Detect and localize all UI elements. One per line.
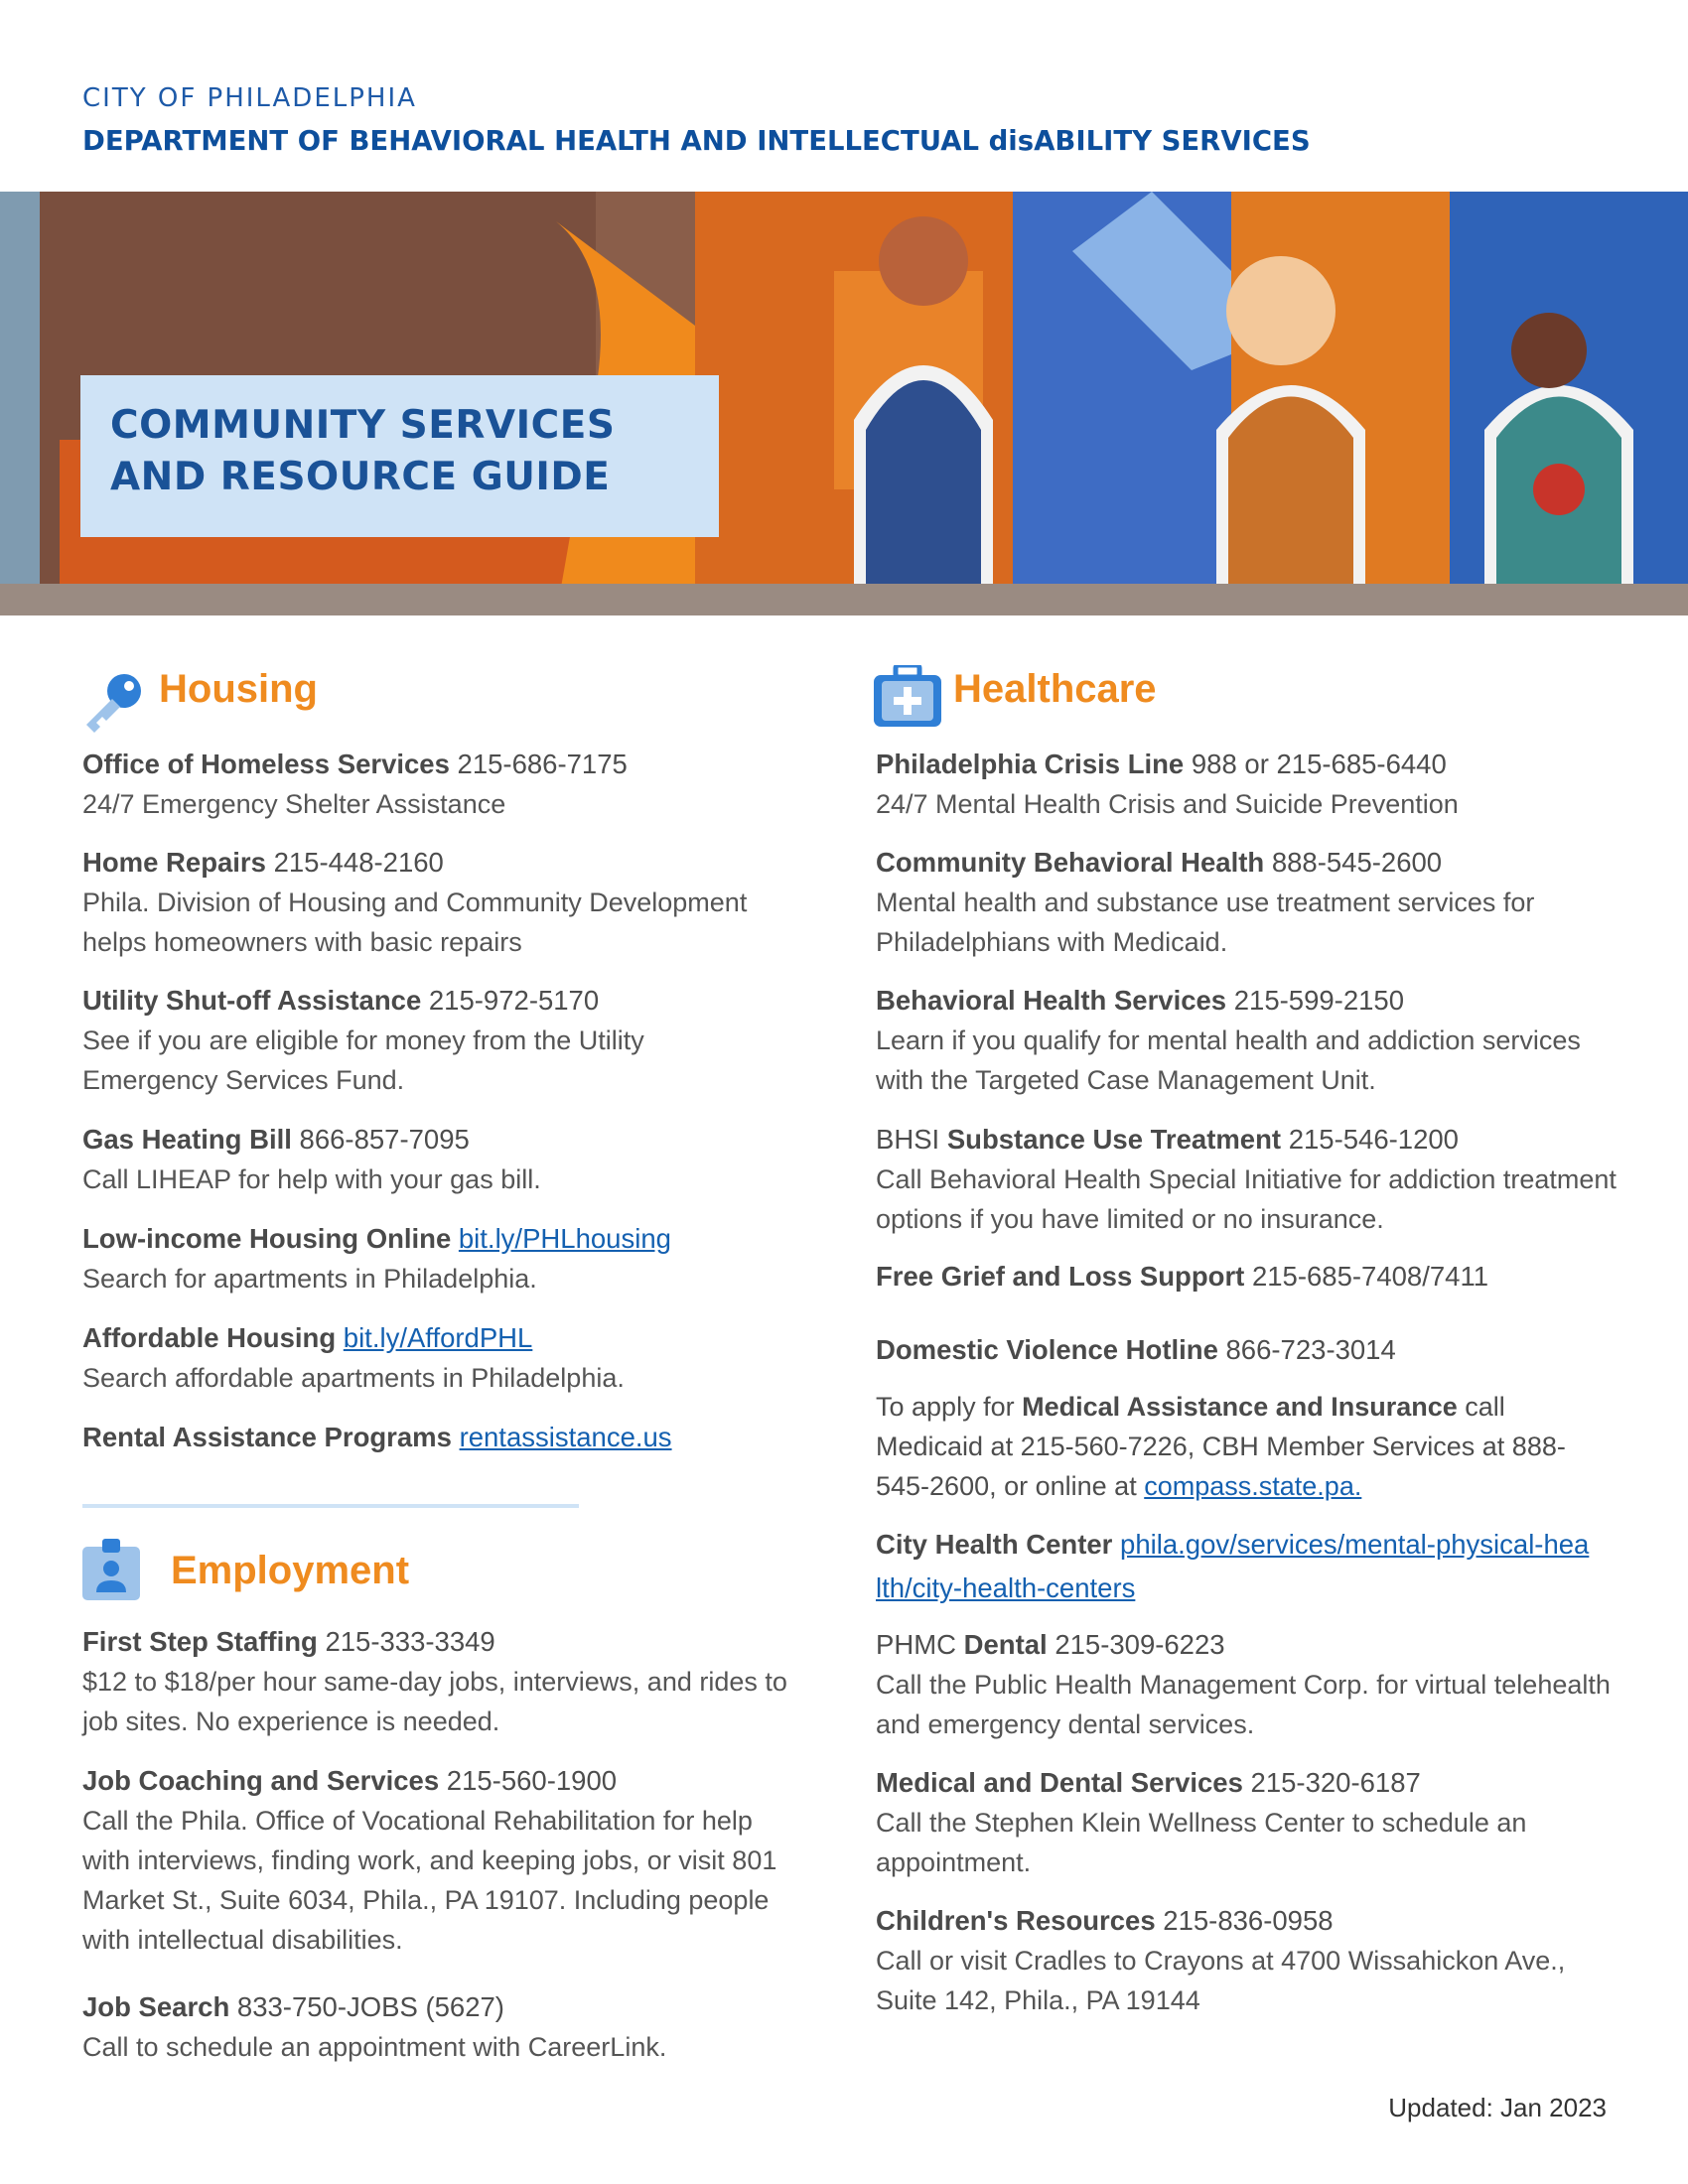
housing-link[interactable]: bit.ly/PHLhousing [458, 1223, 671, 1254]
entry-name: Utility Shut-off Assistance [82, 985, 422, 1016]
department-name: DEPARTMENT OF BEHAVIORAL HEALTH AND INTELLECTUAL disABILITY SERVICES [82, 125, 1311, 157]
entry-description: Call Behavioral Health Special Initiative for addiction treatment options if you have limited or no insurance. [876, 1164, 1617, 1234]
entry-phone: 215-309-6223 [1055, 1629, 1225, 1660]
entry-description: 24/7 Emergency Shelter Assistance [82, 789, 506, 819]
healthcare-entry-bhsi [876, 1120, 1630, 1239]
healthcare-entry-domestic-violence [876, 1330, 1630, 1370]
entry-description: Call the Public Health Management Corp. for virtual telehealth and emergency dental services. [876, 1670, 1611, 1739]
healthcare-entry-childrens-resources [876, 1901, 1611, 2020]
housing-entry-affordable-housing [82, 1318, 837, 1398]
entry-name: Substance Use Treatment [946, 1124, 1282, 1155]
housing-link[interactable]: rentassistance.us [459, 1422, 672, 1452]
housing-entry-low-income-housing [82, 1219, 837, 1298]
entry-name: Job Search [82, 1991, 230, 2022]
healthcare-entry-medical-dental [876, 1763, 1611, 1882]
entry-description: Phila. Division of Housing and Community Development helps homeowners with basic repairs [82, 887, 748, 957]
employment-entry-first-step [82, 1622, 797, 1741]
key-icon [82, 671, 146, 739]
entry-name: Behavioral Health Services [876, 985, 1227, 1016]
id-badge-icon [82, 1539, 140, 1604]
entry-pre-text: To apply for [876, 1392, 1015, 1422]
guide-title-line-2: AND RESOURCE GUIDE [110, 455, 611, 499]
entry-description: $12 to $18/per hour same-day jobs, interviews, and rides to job sites. No experience is needed. [82, 1667, 787, 1736]
entry-name: Affordable Housing [82, 1322, 337, 1353]
entry-description: Call to schedule an appointment with CareerLink. [82, 2032, 667, 2062]
entry-phone: 866-857-7095 [299, 1124, 470, 1155]
housing-entry-rental-assistance [82, 1418, 857, 1457]
entry-description: Call LIHEAP for help with your gas bill. [82, 1164, 541, 1194]
entry-prefix: BHSI [876, 1124, 940, 1155]
entry-description: Search for apartments in Philadelphia. [82, 1264, 537, 1294]
healthcare-section-title: Healthcare [953, 667, 1157, 711]
guide-title-box [80, 375, 719, 537]
entry-phone: 215-448-2160 [273, 847, 444, 878]
healthcare-entry-behavioral-health [876, 981, 1611, 1100]
entry-description: Mental health and substance use treatment services for Philadelphians with Medicaid. [876, 887, 1535, 957]
entry-phone: 215-320-6187 [1250, 1767, 1421, 1798]
mural-banner-image [0, 192, 1688, 615]
entry-description: Call the Stephen Klein Wellness Center to schedule an appointment. [876, 1808, 1527, 1877]
housing-entry-homeless-services [82, 745, 817, 824]
employment-section-title: Employment [171, 1549, 410, 1592]
entry-phone: 833-750-JOBS (5627) [236, 1991, 504, 2022]
housing-entry-home-repairs [82, 843, 817, 962]
entry-phone: 215-333-3349 [325, 1626, 495, 1657]
housing-link[interactable]: bit.ly/AffordPHL [343, 1322, 533, 1353]
entry-name: Gas Heating Bill [82, 1124, 292, 1155]
entry-phone: 215-685-7408/7411 [1251, 1261, 1488, 1292]
entry-name: Medical and Dental Services [876, 1767, 1243, 1798]
healthcare-entry-grief-support [876, 1257, 1630, 1297]
entry-phone: 215-546-1200 [1288, 1124, 1459, 1155]
entry-phone: 215-836-0958 [1163, 1905, 1334, 1936]
entry-post-text: call Medicaid at 215-560-7226, CBH Member Services at 888-545-2600, or online at [876, 1392, 1566, 1501]
entry-name: Domestic Violence Hotline [876, 1334, 1218, 1365]
entry-phone: 988 or 215-685-6440 [1191, 749, 1447, 779]
employment-entry-job-coaching [82, 1761, 797, 1960]
entry-name: Community Behavioral Health [876, 847, 1265, 878]
entry-name: City Health Center [876, 1529, 1113, 1560]
housing-entry-gas-heating [82, 1120, 817, 1199]
entry-description: See if you are eligible for money from the Utility Emergency Services Fund. [82, 1025, 644, 1095]
entry-description: Call or visit Cradles to Crayons at 4700 Wissahickon Ave., Suite 142, Phila., PA 19144 [876, 1946, 1566, 2015]
guide-title-line-1: COMMUNITY SERVICES [110, 403, 616, 448]
entry-phone: 215-560-1900 [446, 1765, 618, 1796]
healthcare-entry-phmc-dental [876, 1625, 1611, 1744]
entry-description: Call the Phila. Office of Vocational Rehabilitation for help with interviews, finding work, and keeping jobs, or visit 801 Market St., Suite 6034, Phila., PA 19107. Including people with intellectual disabilities. [82, 1806, 777, 1955]
entry-name: Philadelphia Crisis Line [876, 749, 1185, 779]
entry-name: Medical Assistance and Insurance [1022, 1392, 1458, 1422]
city-name: CITY OF PHILADELPHIA [82, 83, 417, 113]
entry-prefix: PHMC [876, 1629, 956, 1660]
healthcare-entry-crisis-line [876, 745, 1630, 824]
housing-entry-utility [82, 981, 777, 1100]
entry-phone: 215-686-7175 [457, 749, 628, 779]
compass-link[interactable]: compass.state.pa. [1144, 1471, 1362, 1501]
medical-kit-icon [874, 665, 941, 731]
entry-phone: 888-545-2600 [1271, 847, 1443, 878]
entry-description: Search affordable apartments in Philadelphia. [82, 1363, 625, 1393]
entry-name: Children's Resources [876, 1905, 1156, 1936]
entry-name: Home Repairs [82, 847, 266, 878]
entry-name: Free Grief and Loss Support [876, 1261, 1245, 1292]
entry-name: Job Coaching and Services [82, 1765, 440, 1796]
entry-name: Dental [963, 1629, 1048, 1660]
healthcare-entry-cbh [876, 843, 1650, 962]
entry-name: Office of Homeless Services [82, 749, 450, 779]
employment-entry-job-search [82, 1987, 817, 2067]
entry-description: 24/7 Mental Health Crisis and Suicide Prevention [876, 789, 1459, 819]
section-divider [82, 1504, 579, 1508]
city-health-center-link[interactable]: phila.gov/services/mental-physical-health/city-health-centers [876, 1529, 1590, 1603]
healthcare-entry-medical-assistance [876, 1387, 1611, 1506]
healthcare-entry-city-health-center [876, 1523, 1591, 1610]
entry-name: First Step Staffing [82, 1626, 318, 1657]
updated-date: Updated: Jan 2023 [1388, 2093, 1607, 2122]
entry-name: Low-income Housing Online [82, 1223, 452, 1254]
housing-section-title: Housing [159, 667, 318, 711]
entry-name: Rental Assistance Programs [82, 1422, 452, 1452]
entry-phone: 866-723-3014 [1225, 1334, 1396, 1365]
entry-phone: 215-599-2150 [1233, 985, 1405, 1016]
entry-description: Learn if you qualify for mental health and addiction services with the Targeted Case Management Unit. [876, 1025, 1581, 1095]
entry-phone: 215-972-5170 [428, 985, 600, 1016]
